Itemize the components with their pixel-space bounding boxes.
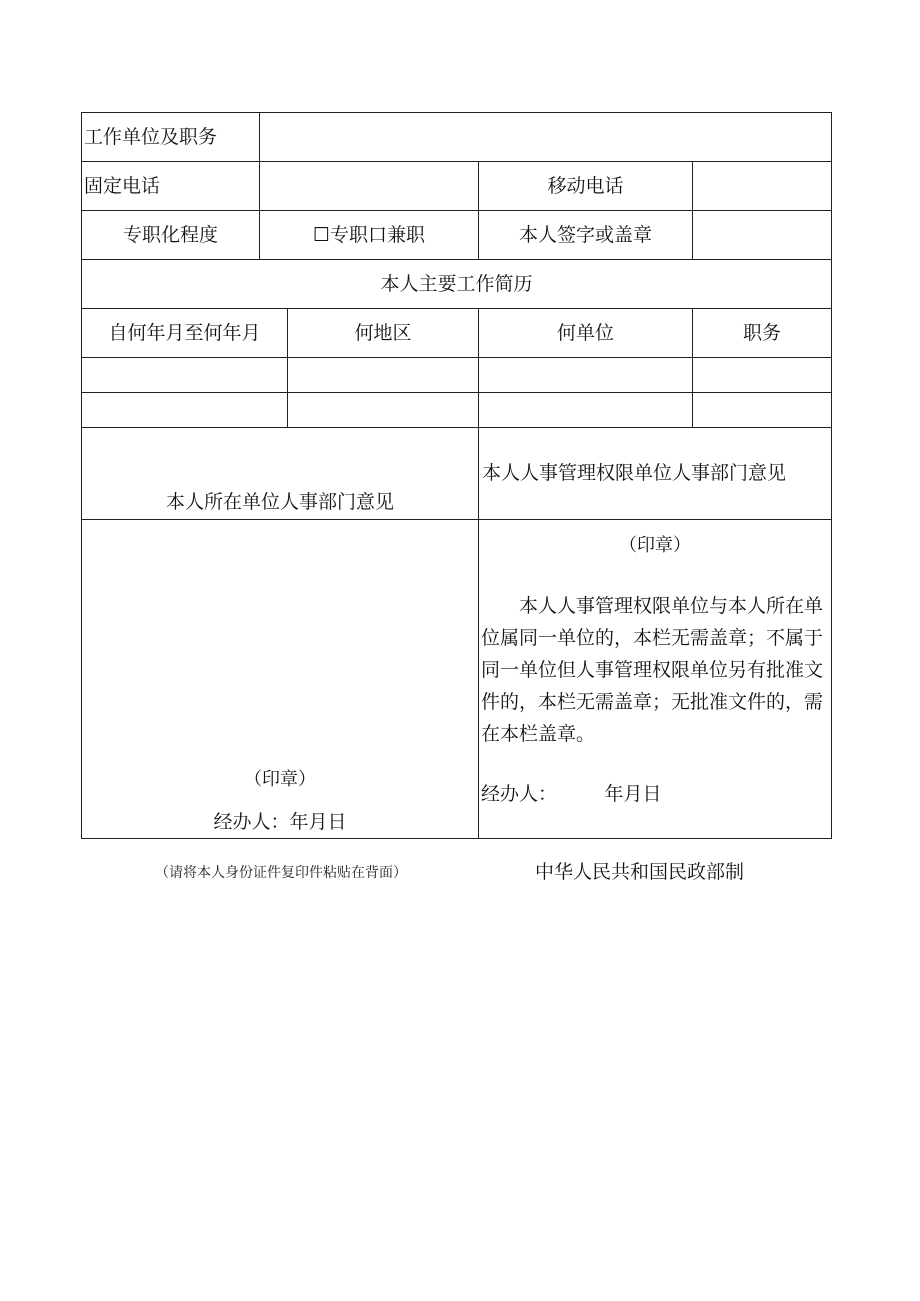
local-unit-opinion-body[interactable] [82, 520, 479, 839]
row-employment-type [82, 211, 832, 260]
row-opinion-bodies [82, 520, 832, 839]
local-unit-handler-date: 经办人：年月日 [213, 811, 347, 833]
employment-type-label: 专职化程度 [82, 211, 260, 260]
work-unit-value[interactable] [260, 113, 832, 162]
history-cell-region[interactable] [288, 358, 479, 393]
work-unit-label: 工作单位及职务 [82, 113, 260, 162]
authority-unit-opinion-body[interactable] [479, 520, 832, 839]
local-unit-opinion-title-cell [82, 428, 479, 520]
history-cell-position[interactable] [693, 358, 832, 393]
history-cell-region[interactable] [288, 393, 479, 428]
mobile-phone-label: 移动电话 [479, 162, 693, 211]
mobile-phone-value[interactable] [693, 162, 832, 211]
option-parttime[interactable]: 口兼职 [368, 223, 426, 246]
row-phones [82, 162, 832, 211]
history-header-position: 职务 [693, 309, 832, 358]
fixed-phone-label: 固定电话 [82, 162, 260, 211]
history-cell-position[interactable] [693, 393, 832, 428]
signature-label: 本人签字或盖章 [479, 211, 693, 260]
row-history-title [82, 260, 832, 309]
authority-unit-handler-date: 经办人： 年月日 [481, 783, 662, 805]
authority-unit-note: 本人人事管理权限单位与本人所在单位属同一单位的，本栏无需盖章；不属于同一单位但人事管理权限单位另有批准文件的，本栏无需盖章；无批准文件的，需在本栏盖章。 [481, 595, 824, 745]
row-work-unit [82, 113, 832, 162]
history-cell-period[interactable] [82, 393, 288, 428]
option-fulltime[interactable]: ☐专职 [312, 223, 369, 246]
history-header-region: 何地区 [288, 309, 479, 358]
history-row [82, 358, 832, 393]
authority-unit-opinion-title-cell [479, 428, 832, 520]
issuer-name: 中华人民共和国民政部制 [535, 861, 745, 883]
history-row [82, 393, 832, 428]
local-unit-seal-label: （印章） [244, 769, 316, 790]
row-history-headers [82, 309, 832, 358]
local-unit-opinion-title: 本人所在单位人事部门意见 [165, 491, 394, 513]
id-copy-note: （请将本人身份证件复印件粘贴在背面） [155, 865, 407, 881]
row-opinion-titles [82, 428, 832, 520]
fixed-phone-value[interactable] [260, 162, 479, 211]
history-header-period: 自何年月至何年月 [82, 309, 288, 358]
history-cell-period[interactable] [82, 358, 288, 393]
application-form-table [81, 112, 832, 839]
history-title: 本人主要工作简历 [82, 260, 832, 309]
employment-type-options [260, 211, 479, 260]
signature-value[interactable] [693, 211, 832, 260]
authority-unit-seal-label: （印章） [619, 535, 692, 556]
authority-unit-opinion-title: 本人人事管理权限单位人事部门意见 [482, 462, 787, 484]
history-cell-unit[interactable] [479, 358, 693, 393]
history-cell-unit[interactable] [479, 393, 693, 428]
history-header-unit: 何单位 [479, 309, 693, 358]
